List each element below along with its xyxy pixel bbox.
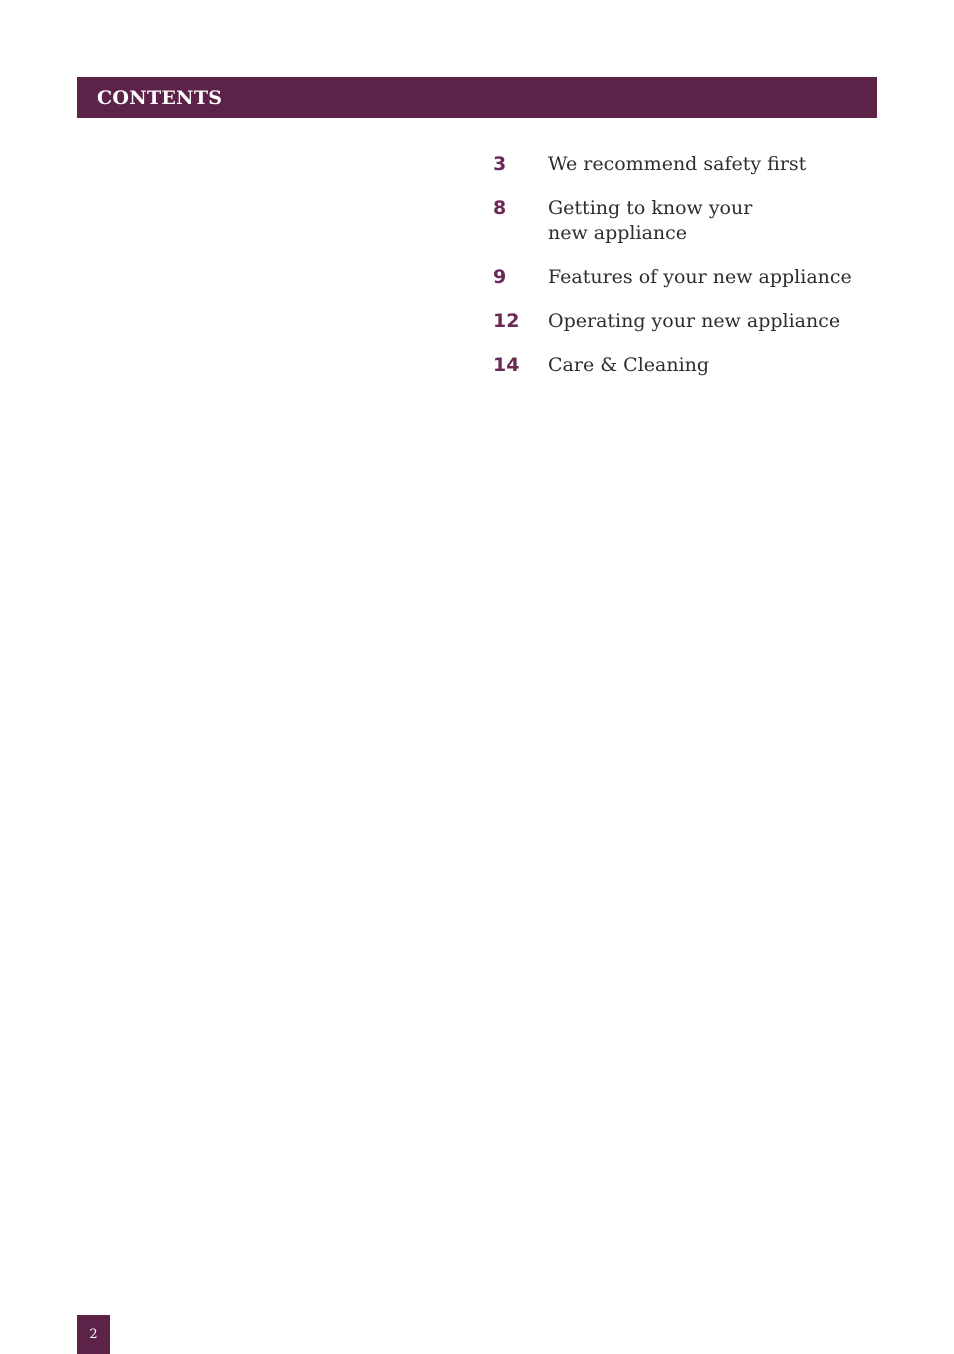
toc-entry-title: Care & Cleaning — [548, 354, 710, 376]
toc-entry-operating[interactable] — [493, 309, 893, 334]
toc-entry-care-cleaning[interactable] — [493, 353, 893, 378]
toc-page-number: 3 — [493, 153, 507, 175]
page-number-badge — [77, 1315, 110, 1354]
table-of-contents — [493, 152, 893, 378]
page-number: 2 — [89, 1327, 98, 1342]
contents-header — [77, 77, 877, 118]
toc-page-number: 8 — [493, 197, 507, 219]
toc-entry-title: Features of your new appliance — [548, 266, 852, 288]
toc-entry-safety[interactable] — [493, 152, 893, 177]
page-title: CONTENTS — [97, 87, 223, 109]
toc-entry-features[interactable] — [493, 265, 893, 290]
toc-page-number: 14 — [493, 354, 520, 376]
toc-entry-title: Getting to know your new appliance — [548, 197, 753, 244]
toc-page-number: 9 — [493, 266, 507, 288]
toc-entry-getting-to-know[interactable] — [493, 196, 893, 246]
toc-page-number: 12 — [493, 310, 520, 332]
toc-entry-title: Operating your new appliance — [548, 310, 841, 332]
toc-entry-title: We recommend safety first — [548, 153, 807, 175]
